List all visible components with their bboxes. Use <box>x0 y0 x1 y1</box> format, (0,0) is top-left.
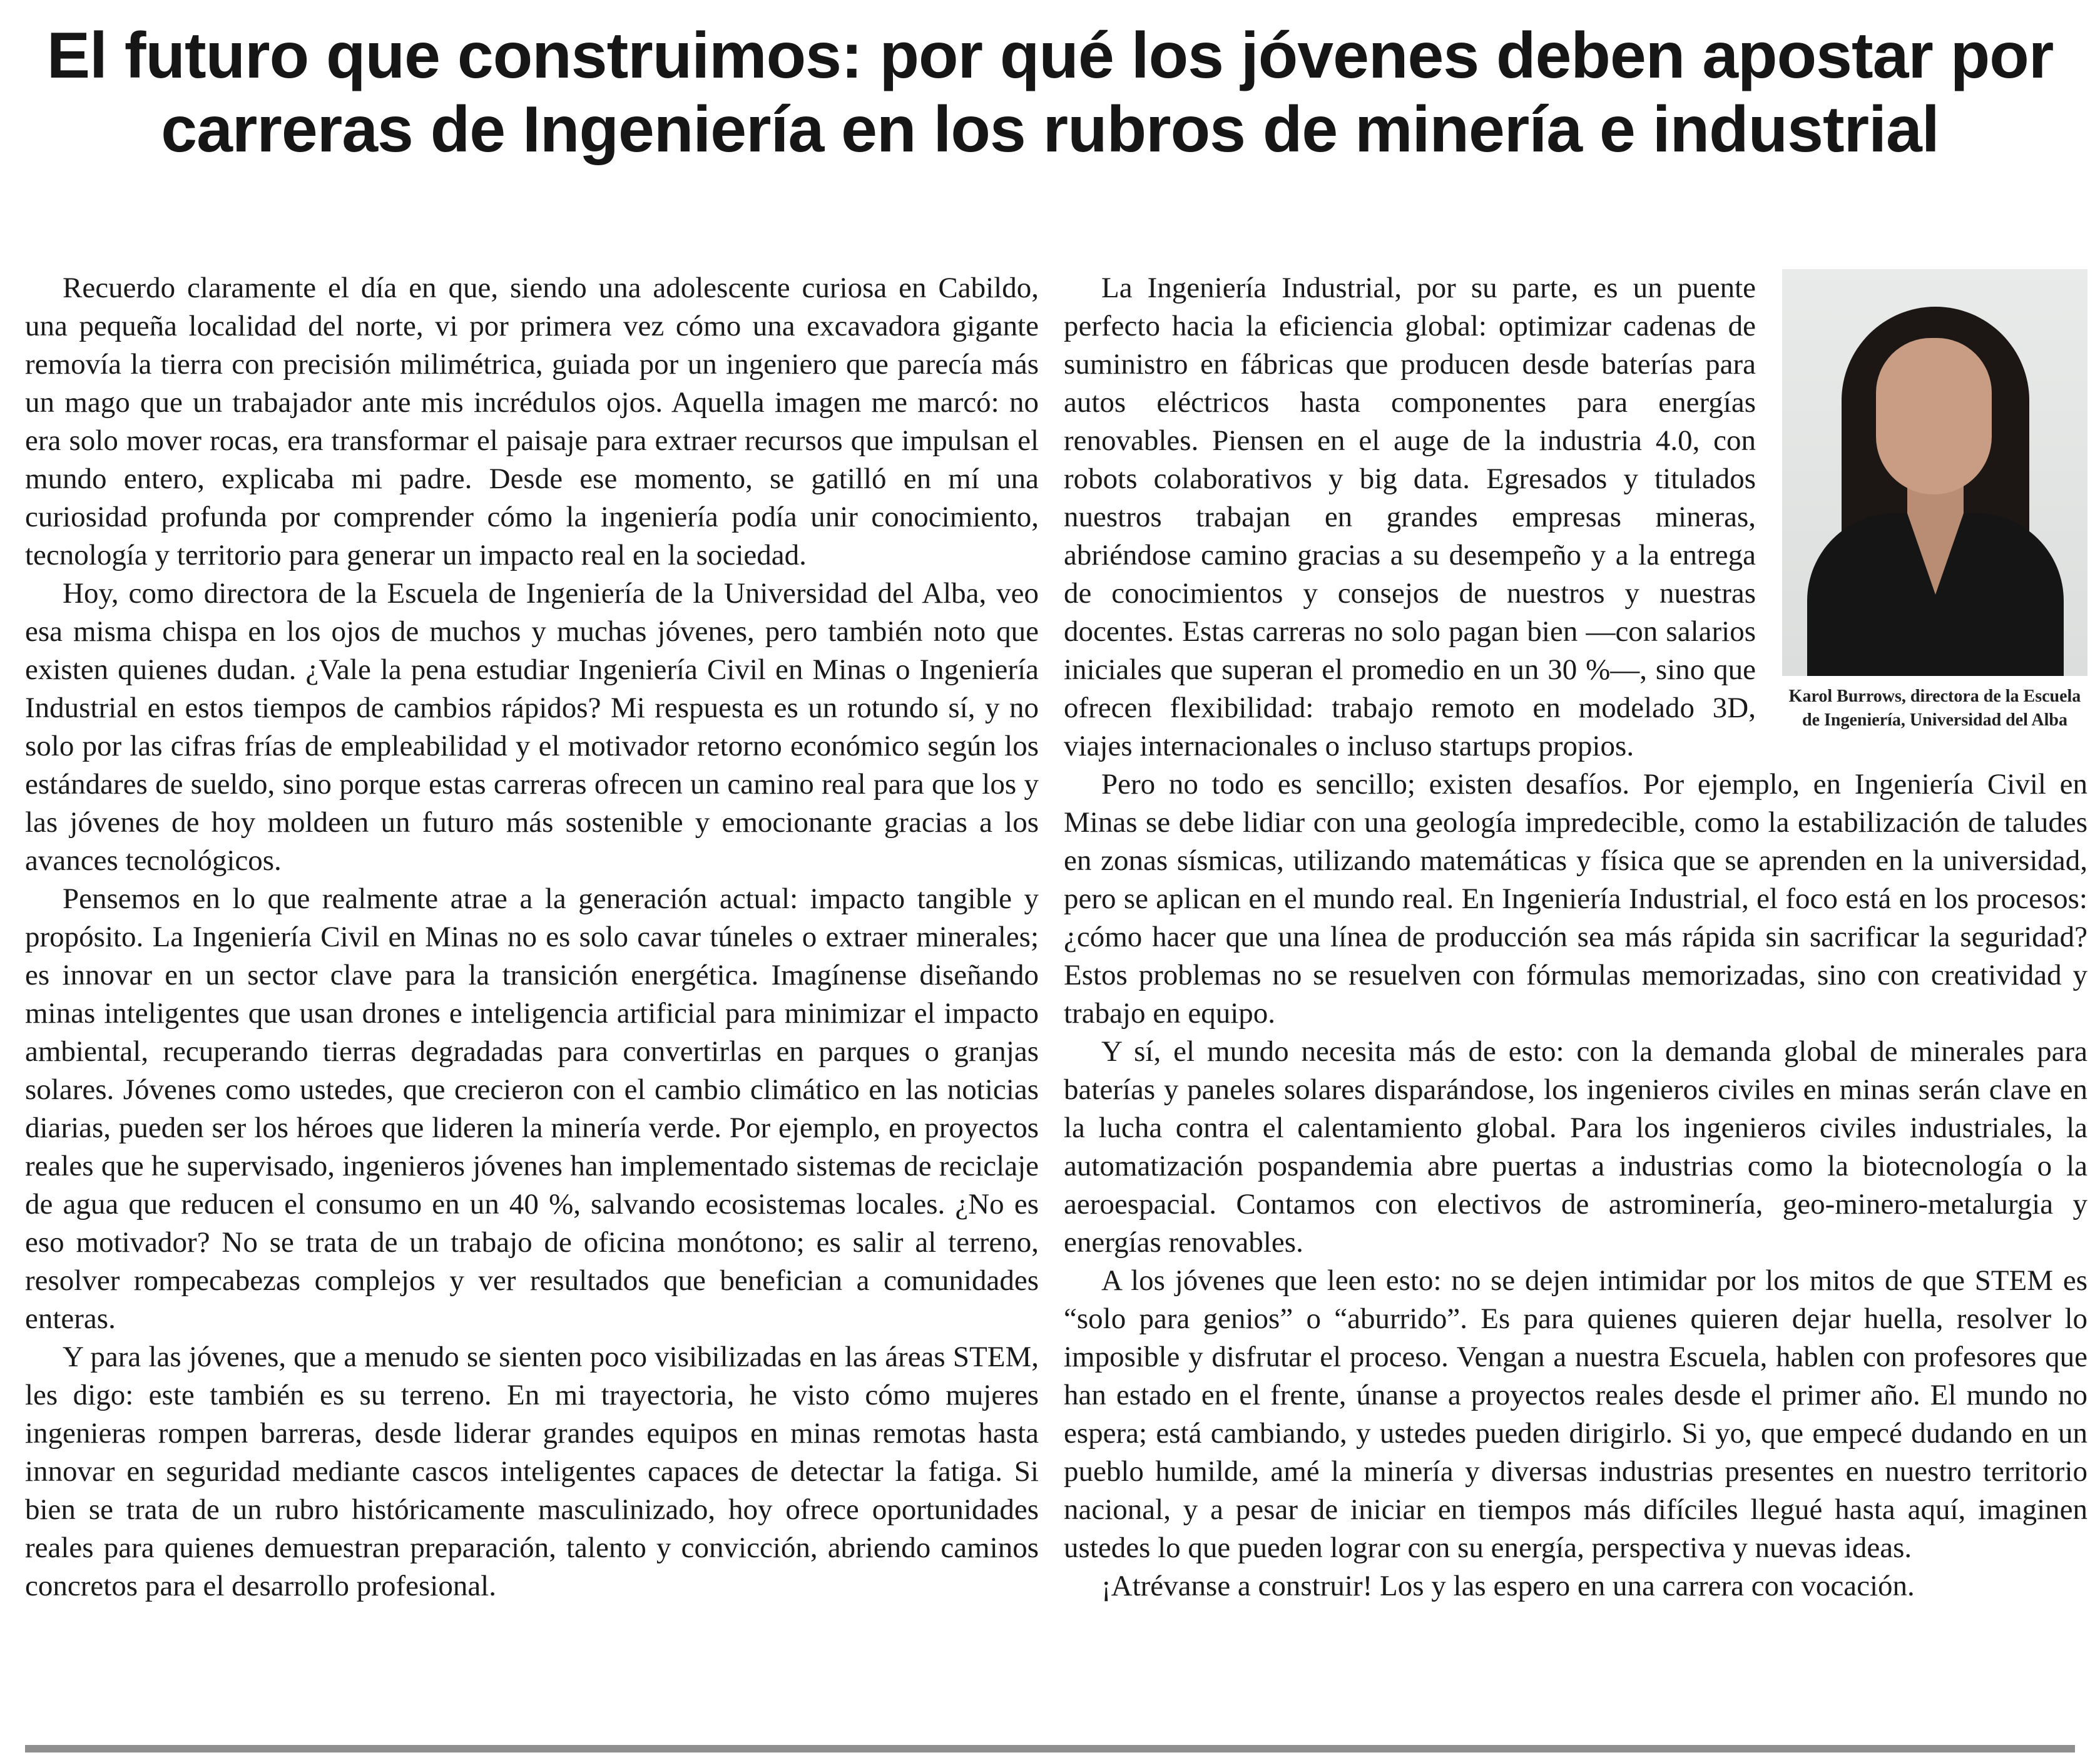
paragraph: A los jóvenes que leen esto: no se dejen intimidar por los mitos de que STEM es “solo para genios” o “aburrido”. Es para quienes quieren dejar huella, resolver lo imposible y disfrutar el proceso. Vengan a nuestra Escuela, hablen con profesores que han estado en el frente, únanse a proyectos reales desde el primer año. El mundo no espera; está cambiando, y ustedes pueden dirigirlo. Si yo, que empecé dudando en un pueblo humilde, amé la minería y diversas industrias presentes en nuestro territorio nacional, y a pesar de iniciar en tiempos más difíciles llegué hasta aquí, imaginen ustedes lo que pueden lograr con su energía, perspectiva y nuevas ideas. <box>1064 1264 2087 1564</box>
author-photo-box <box>1768 269 2087 732</box>
paragraph: Recuerdo claramente el día en que, siendo una adolescente curiosa en Cabildo, una pequeña localidad del norte, vi por primera vez cómo una excavadora gigante removía la tierra con precisión milimétrica, guiada por un ingeniero que parecía más un mago que un trabajador ante mis incrédulos ojos. Aquella imagen me marcó: no era solo mover rocas, era transformar el paisaje para extraer recursos que impulsan el mundo entero, explicaba mi padre. Desde ese momento, se gatilló en mí una curiosidad profunda por comprender cómo la ingeniería podía unir conocimiento, tecnología y territorio para generar un impacto real en la sociedad. <box>25 272 1039 571</box>
bottom-divider <box>25 1745 2075 1752</box>
paragraph: Pensemos en lo que realmente atrae a la generación actual: impacto tangible y propósito. La Ingeniería Civil en Minas no es solo cavar túneles o extraer minerales; es innovar en un sector clave para la transición energética. Imagínense diseñando minas inteligentes que usan drones e inteligencia artificial para minimizar el impacto ambiental, recuperando tierras degradadas para convertirlas en parques o granjas solares. Jóvenes como ustedes, que crecieron con el cambio climático en las noticias diarias, pueden ser los héroes que lideren la minería verde. Por ejemplo, en proyectos reales que he supervisado, ingenieros jóvenes han implementado sistemas de reciclaje de agua que reducen el consumo en un 40 %, salvando ecosistemas locales. ¿No es eso motivador? No se trata de un trabajo de oficina monótono; es salir al terreno, resolver rompecabezas complejos y ver resultados que benefician a comunidades enteras. <box>25 883 1039 1335</box>
left-column <box>25 269 1039 1605</box>
paragraph: Hoy, como directora de la Escuela de Ingeniería de la Universidad del Alba, veo esa misma chispa en los ojos de muchos y muchas jóvenes, pero también noto que existen quienes dudan. ¿Vale la pena estudiar Ingeniería Civil en Minas o Ingeniería Industrial en estos tiempos de cambios rápidos? Mi respuesta es un rotundo sí, y no solo por las cifras frías de empleabilidad y el motivador retorno económico según los estándares de sueldo, sino porque estas carreras ofrecen un camino real para que los y las jóvenes de hoy moldeen un futuro más sostenible y emocionante gracias a los avances tecnológicos. <box>25 577 1039 877</box>
paragraph: ¡Atrévanse a construir! Los y las espero en una carrera con vocación. <box>1101 1570 1915 1602</box>
article-title: El futuro que construimos: por qué los jóvenes deben apostar por carreras de Ingeniería en los rubros de minería e industrial <box>46 19 2054 166</box>
photo-caption: Karol Burrows, directora de la Escuela de Ingeniería, Universidad del Alba <box>1788 687 2081 730</box>
paragraph: Y sí, el mundo necesita más de esto: con la demanda global de minerales para baterías y paneles solares disparándose, los ingenieros civiles en minas serán clave en la lucha contra el calentamiento global. Para los ingenieros civiles industriales, la automatización pospandemia abre puertas a industrias como la biotecnología o la aeroespacial. Contamos con electivos de astrominería, geo-minero-metalurgia y energías renovables. <box>1064 1035 2087 1259</box>
paragraph: Y para las jóvenes, que a menudo se sienten poco visibilizadas en las áreas STEM, les digo: este también es su terreno. En mi trayectoria, he visto cómo mujeres ingenieras rompen barreras, desde liderar grandes equipos en minas remotas hasta innovar en seguridad mediante cascos inteligentes capaces de detectar la fatiga. Si bien se trata de un rubro históricamente masculinizado, hoy ofrece oportunidades reales para quienes demuestran preparación, talento y convicción, abriendo caminos concretos para el desarrollo profesional. <box>25 1341 1039 1602</box>
paragraph: Pero no todo es sencillo; existen desafíos. Por ejemplo, en Ingeniería Civil en Minas se debe lidiar con una geología impredecible, como la estabilización de taludes en zonas sísmicas, utilizando matemáticas y física que se aprenden en la universidad, pero se aplican en el mundo real. En Ingeniería Industrial, el foco está en los procesos: ¿cómo hacer que una línea de producción sea más rápida sin sacrificar la seguridad? Estos problemas no se resuelven con fórmulas memorizadas, sino con creatividad y trabajo en equipo. <box>1064 768 2087 1030</box>
paragraph: La Ingeniería Industrial, por su parte, es un puente perfecto hacia la eficiencia global: optimizar cadenas de suministro en fábricas que producen desde baterías para autos eléctricos hasta componentes para energías renovables. Piensen en el auge de la industria 4.0, con robots colaborativos y big data. Egresados y titulados nuestros trabajan en grandes empresas mineras, abriéndose camino gracias a su desempeño y a la entrega de conocimientos y consejos de nuestros y nuestras docentes. Estas carreras no solo pagan bien —con salarios iniciales que superan el promedio en un 30 %—, sino que ofrecen flexibilidad: trabajo remoto en modelado 3D, viajes internacionales o incluso startups propios. <box>1064 272 1756 762</box>
author-photo <box>1782 269 2087 676</box>
right-column <box>1064 269 2087 1605</box>
